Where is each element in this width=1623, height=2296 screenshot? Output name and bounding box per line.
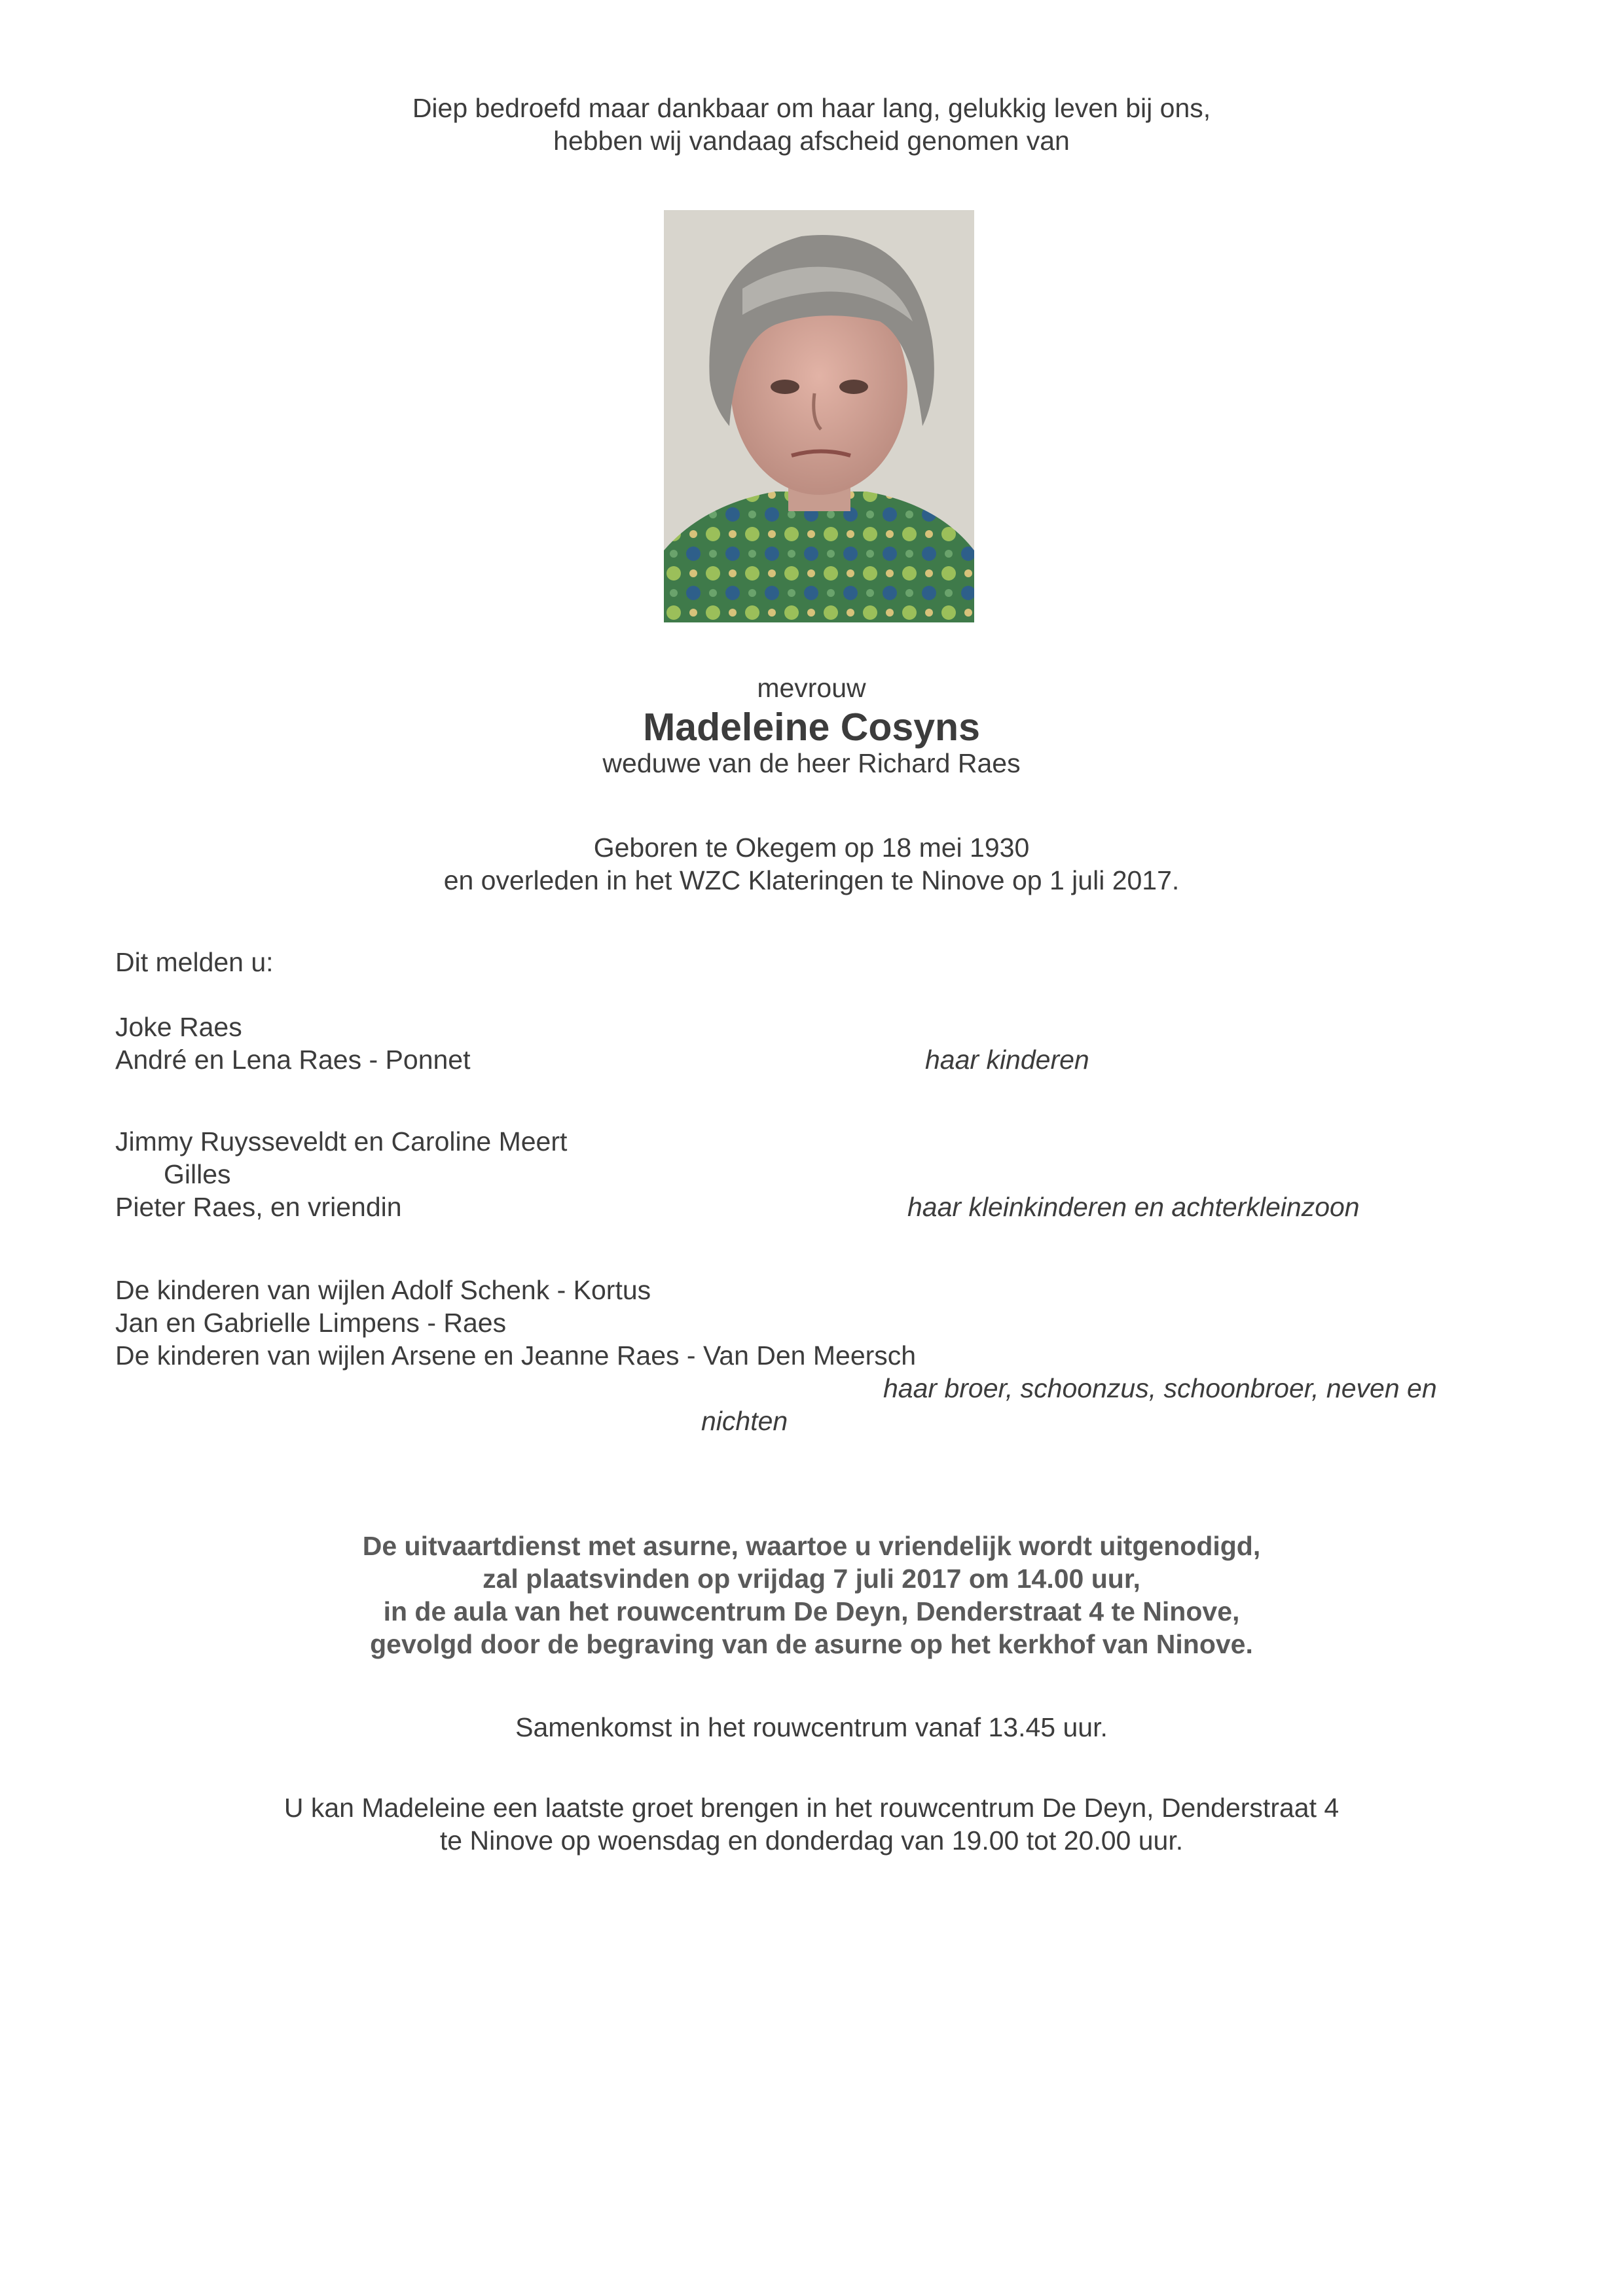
intro-line-2: hebben wij vandaag afscheid genomen van xyxy=(553,126,1070,156)
family-member: Pieter Raes, en vriendin xyxy=(115,1192,402,1222)
family-member: De kinderen van wijlen Adolf Schenk - Kortus xyxy=(115,1275,651,1305)
visit-line-2: te Ninove op woensdag en donderdag van 19.00 tot 20.00 uur. xyxy=(439,1825,1184,1856)
visit-line-1: U kan Madeleine een laatste groet brengen in het rouwcentrum De Deyn, Denderstraat 4 xyxy=(283,1793,1340,1823)
intro-text xyxy=(0,92,1623,157)
deceased-name: Madeleine Cosyns xyxy=(643,706,980,749)
service-line-4: gevolgd door de begraving van de asurne op het kerkhof van Ninove. xyxy=(370,1629,1253,1659)
portrait-photo xyxy=(664,210,974,622)
life-dates xyxy=(0,831,1623,897)
service-line-2: zal plaatsvinden op vrijdag 7 juli 2017 om 14.00 uur, xyxy=(483,1564,1140,1594)
funeral-service-info xyxy=(0,1530,1623,1660)
relation-label-continued: nichten xyxy=(701,1406,788,1436)
spouse-line: weduwe van de heer Richard Raes xyxy=(602,748,1021,778)
intro-line-1: Diep bedroefd maar dankbaar om haar lang, gelukkig leven bij ons, xyxy=(412,93,1211,123)
died-line: en overleden in het WZC Klateringen te Ninove op 1 juli 2017. xyxy=(443,865,1180,895)
relation-label: haar kleinkinderen en achterkleinzoon xyxy=(907,1192,1360,1222)
honorific: mevrouw xyxy=(757,673,866,703)
family-member: Joke Raes xyxy=(115,1012,242,1042)
family-member: Jimmy Ruysseveldt en Caroline Meert xyxy=(115,1126,568,1157)
announcement-intro: Dit melden u: xyxy=(115,947,274,977)
service-line-3: in de aula van het rouwcentrum De Deyn, Denderstraat 4 te Ninove, xyxy=(383,1596,1240,1626)
relation-label: haar kinderen xyxy=(925,1045,1089,1075)
service-line-1: De uitvaartdienst met asurne, waartoe u vriendelijk wordt uitgenodigd, xyxy=(362,1531,1261,1561)
gathering-line: Samenkomst in het rouwcentrum vanaf 13.45 uur. xyxy=(515,1712,1108,1742)
relation-label: haar broer, schoonzus, schoonbroer, neven en xyxy=(883,1373,1437,1403)
visitation-info xyxy=(0,1791,1623,1857)
family-member: Jan en Gabrielle Limpens - Raes xyxy=(115,1308,507,1338)
family-member: Gilles xyxy=(164,1159,231,1189)
born-line: Geboren te Okegem op 18 mei 1930 xyxy=(593,833,1030,863)
family-member: André en Lena Raes - Ponnet xyxy=(115,1045,471,1075)
family-member: De kinderen van wijlen Arsene en Jeanne Raes - Van Den Meersch xyxy=(115,1340,917,1371)
